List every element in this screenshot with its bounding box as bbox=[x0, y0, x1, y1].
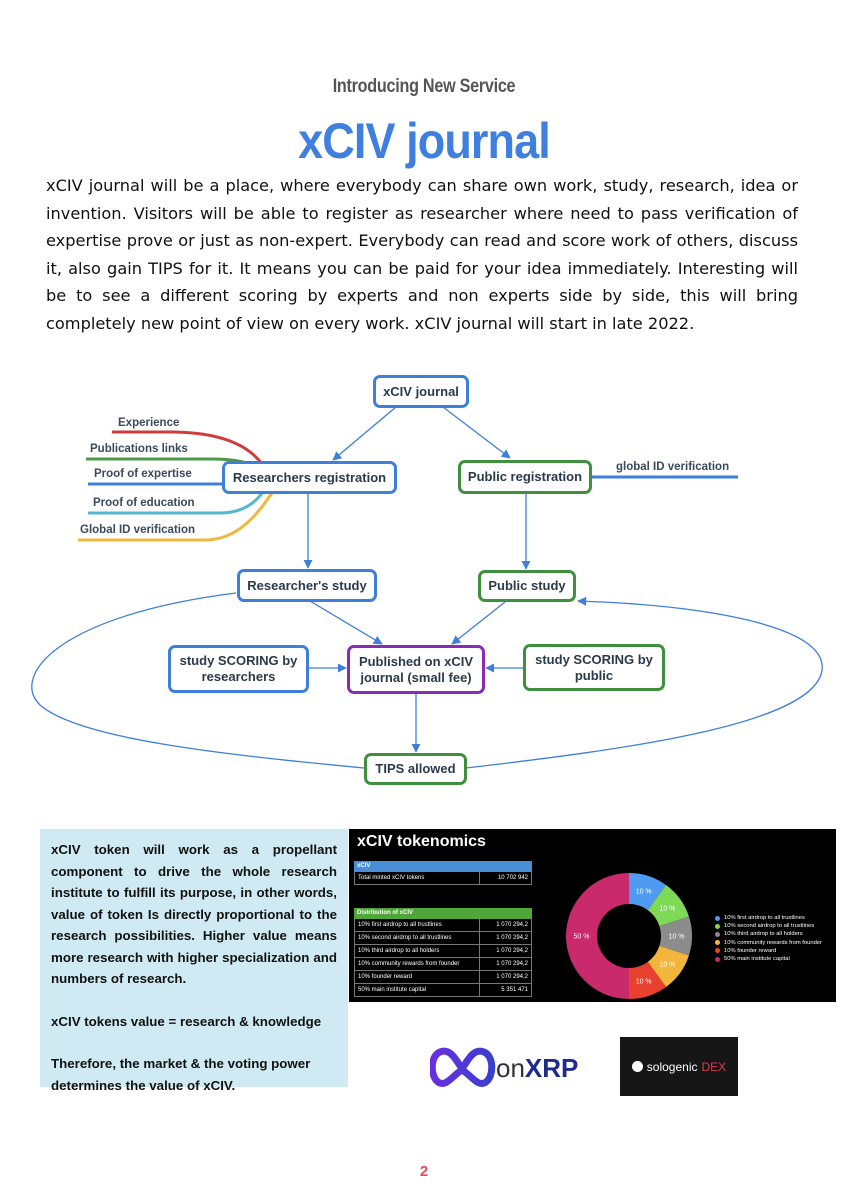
legend-swatch bbox=[715, 924, 720, 929]
tokenomics-donut-chart bbox=[561, 872, 697, 1000]
distribution-table bbox=[354, 908, 532, 997]
req-label-publications: Publications links bbox=[90, 443, 188, 455]
minted-table-header: xCIV bbox=[354, 861, 532, 872]
legend-swatch bbox=[715, 948, 720, 953]
legend-item bbox=[715, 923, 814, 929]
info-paragraph-2: xCIV tokens value = research & knowledge bbox=[51, 1013, 322, 1029]
legend-swatch bbox=[715, 940, 720, 945]
donut-slice-label: 10 % bbox=[668, 933, 685, 941]
onxrp-xrp-text: XRP bbox=[524, 1053, 579, 1083]
svg-text:onXRP bbox=[496, 1053, 578, 1083]
onxrp-logo bbox=[430, 1040, 590, 1095]
sologenic-dex-text: DEX bbox=[701, 1059, 727, 1074]
table-row: 10% first airdrop to all trustlines 1 070 294,2 bbox=[354, 919, 532, 932]
req-label-global-id: Global ID verification bbox=[80, 524, 196, 536]
kicker: Introducing New Service bbox=[332, 76, 516, 97]
page-title: xCIV journal bbox=[298, 113, 550, 169]
table-row: 10% third airdrop to all holders 1 070 294,2 bbox=[354, 945, 532, 958]
donut-slice-label: 10 % bbox=[659, 905, 676, 913]
legend-label: 10% first airdrop to all trustlines bbox=[724, 915, 805, 921]
legend-item bbox=[715, 948, 776, 954]
node-public-study: Public study bbox=[478, 570, 576, 602]
tokenomics-title: xCIV tokenomics bbox=[357, 833, 486, 850]
info-paragraph-1: xCIV token will work as a propellant component to drive the whole research institute to fulfill its purpose, in other words, value of token Is directly proportional to the research possibilities. Higher value means more research with higher specialization and numbers of research. bbox=[51, 842, 337, 986]
req-label-experience: Experience bbox=[118, 417, 180, 429]
node-xciv-journal: xCIV journal bbox=[373, 375, 469, 408]
table-row: 50% main institute capital 5 351 471 bbox=[354, 984, 532, 997]
info-paragraph-3: Therefore, the market & the voting power determines the value of xCIV. bbox=[51, 1056, 311, 1093]
donut-slice-label: 50 % bbox=[573, 933, 590, 941]
sologenic-text: sologenic bbox=[646, 1059, 698, 1074]
legend-label: 50% main institute capital bbox=[724, 956, 790, 962]
tokenomics-panel bbox=[349, 829, 836, 1002]
distribution-table-header: Distribution of xCIV bbox=[354, 908, 532, 919]
intro-paragraph: xCIV journal will be a place, where everybody can share own work, study, research, idea or invention. Visitors will be able to register as researcher where need to pass verification of expertise prove or just as non-expert. Everybody can read and score work of others, discuss it, also gain TIPS for it. It means you can be paid for your idea immediately. Interesting will be to see a different scoring by experts and non experts side by side, this will bring completely new point of view on every work. xCIV journal will start in late 2022. bbox=[46, 176, 798, 333]
node-public-registration: Public registration bbox=[458, 460, 592, 494]
req-label-education: Proof of education bbox=[93, 497, 195, 509]
node-scoring-public: study SCORING by public bbox=[523, 644, 665, 691]
legend-item bbox=[715, 940, 822, 946]
legend-label: 10% founder reward bbox=[724, 947, 777, 954]
legend-swatch bbox=[715, 916, 720, 921]
legend-item bbox=[715, 915, 805, 921]
table-row: 10% founder reward 1 070 294,2 bbox=[354, 971, 532, 984]
donut-slice-label: 10 % bbox=[635, 888, 652, 896]
legend-label: 10% second airdrop to all trustlines bbox=[724, 923, 815, 930]
legend-swatch bbox=[715, 957, 720, 962]
sologenic-dex-logo bbox=[620, 1037, 738, 1096]
legend-item bbox=[715, 956, 790, 962]
donut-slice-label: 10 % bbox=[635, 978, 652, 986]
legend-swatch bbox=[715, 932, 720, 937]
table-row: 10% community rewards from founder 1 070 294,2 bbox=[354, 958, 532, 971]
donut-slice-label: 10 % bbox=[659, 961, 676, 969]
onxrp-on-text: on bbox=[496, 1053, 525, 1083]
minted-table bbox=[354, 861, 532, 885]
req-label-expertise: Proof of expertise bbox=[94, 468, 192, 480]
legend-label: 10% third airdrop to all holders bbox=[724, 931, 803, 938]
token-info-box bbox=[40, 829, 348, 1093]
table-row: 10% second airdrop to all trustlines 1 070 294,2 bbox=[354, 932, 532, 945]
node-researchers-study: Researcher's study bbox=[237, 569, 377, 602]
public-req-label: global ID verification bbox=[616, 461, 730, 473]
node-published: Published on xCIV journal (small fee) bbox=[347, 645, 485, 694]
legend-item bbox=[715, 931, 803, 937]
table-row: Total minted xCIV tokens 10 702 942 bbox=[354, 872, 532, 885]
page-number: 2 bbox=[419, 1163, 429, 1180]
sologenic-icon bbox=[632, 1061, 643, 1072]
legend-label: 10% community rewards from founder bbox=[724, 939, 822, 946]
node-tips-allowed: TIPS allowed bbox=[364, 753, 467, 785]
node-scoring-researchers: study SCORING by researchers bbox=[168, 645, 309, 693]
node-researchers-registration: Researchers registration bbox=[222, 461, 397, 494]
